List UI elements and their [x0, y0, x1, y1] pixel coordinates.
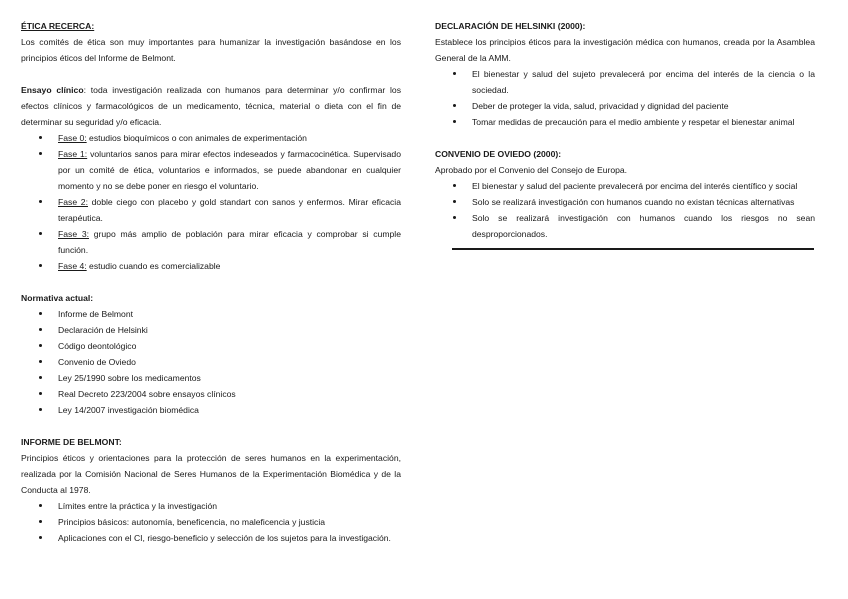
ensayo-term: Ensayo clínico: [21, 85, 84, 95]
phase-text: estudios bioquímicos o con animales de experimentación: [86, 133, 307, 143]
oviedo-heading: CONVENIO DE OVIEDO (2000):: [435, 149, 562, 159]
list-item: Solo se realizará investigación con humanos cuando los riesgos no sean desproporcionados.: [435, 210, 815, 242]
helsinki-paragraph: Establece los principios éticos para la investigación médica con humanos, creada por la Asamblea General de la AMM.: [435, 37, 815, 63]
list-item: Aplicaciones con el CI, riesgo-beneficio y selección de los sujetos para la investigación.: [21, 530, 401, 546]
oviedo-paragraph: Aprobado por el Convenio del Consejo de Europa.: [435, 165, 628, 175]
list-item: Informe de Belmont: [21, 306, 401, 322]
phase-item: [21, 130, 401, 146]
normativa-list: [21, 306, 401, 418]
list-item: El bienestar y salud del paciente prevalecerá por encima del interés científico y social: [435, 178, 815, 194]
phase-item: [21, 226, 401, 258]
phase-item: [21, 146, 401, 194]
oviedo-list: [435, 178, 815, 242]
phase-label: Fase 3:: [58, 229, 90, 239]
belmont-list: [21, 498, 401, 546]
list-item: Convenio de Oviedo: [21, 354, 401, 370]
helsinki-heading: DECLARACIÓN DE HELSINKI (2000):: [435, 21, 586, 31]
list-item: Principios básicos: autonomía, beneficencia, no maleficencia y justicia: [21, 514, 401, 530]
phase-text: grupo más amplio de población para mirar eficacia y comprobar si cumple función.: [58, 229, 401, 255]
helsinki-list: [435, 66, 815, 130]
section-divider: [452, 248, 814, 250]
phase-item: [21, 194, 401, 226]
list-item: Ley 14/2007 investigación biomédica: [21, 402, 401, 418]
phase-label: Fase 1:: [58, 149, 88, 159]
normativa-heading: Normativa actual:: [21, 293, 94, 303]
list-item: Límites entre la práctica y la investigación: [21, 498, 401, 514]
belmont-heading: INFORME DE BELMONT:: [21, 437, 122, 447]
belmont-paragraph: Principios éticos y orientaciones para la protección de seres humanos en la experimentación, realizada por la Comisión Nacional de Seres Humanos de la Experimentación Biomédica y de la Conducta al 1978.: [21, 453, 401, 495]
phase-text: doble ciego con placebo y gold standart con sanos y enfermos. Mirar eficacia terapéutica.: [58, 197, 401, 223]
list-item: Código deontológico: [21, 338, 401, 354]
ensayo-paragraph: [21, 82, 401, 130]
list-item: Tomar medidas de precaución para el medio ambiente y respetar el bienestar animal: [435, 114, 815, 130]
list-item: Ley 25/1990 sobre los medicamentos: [21, 370, 401, 386]
etica-heading: ÉTICA RECERCA:: [21, 21, 95, 31]
phase-list: [21, 130, 401, 274]
phase-label: Fase 0:: [58, 133, 87, 143]
list-item: Solo se realizará investigación con humanos cuando no existan técnicas alternativas: [435, 194, 815, 210]
list-item: Real Decreto 223/2004 sobre ensayos clínicos: [21, 386, 401, 402]
phase-text: estudio cuando es comercializable: [86, 261, 221, 271]
phase-item: [21, 258, 401, 274]
right-column: [435, 18, 815, 250]
etica-paragraph: Los comités de ética son muy importantes para humanizar la investigación basándose en los principios éticos del Informe de Belmont.: [21, 37, 401, 63]
list-item: Deber de proteger la vida, salud, privacidad y dignidad del paciente: [435, 98, 815, 114]
list-item: Declaración de Helsinki: [21, 322, 401, 338]
list-item: El bienestar y salud del sujeto prevalecerá por encima del interés de la ciencia o la sociedad.: [435, 66, 815, 98]
phase-label: Fase 4:: [58, 261, 87, 271]
phase-label: Fase 2:: [58, 197, 88, 207]
phase-text: voluntarios sanos para mirar efectos indeseados y farmacocinética. Supervisado por un comité de ética, voluntarios e informados, se puede abandonar en cualquier momento y no se debe poner en riesgo el voluntario.: [58, 149, 401, 191]
ensayo-definition: : toda investigación realizada con humanos para determinar y/o confirmar los efectos clínicos y farmacológicos de un medicamento, técnica, material o dieta con el fin de determinar su seguridad y/o eficacia.: [21, 85, 401, 127]
left-column: [21, 18, 401, 546]
